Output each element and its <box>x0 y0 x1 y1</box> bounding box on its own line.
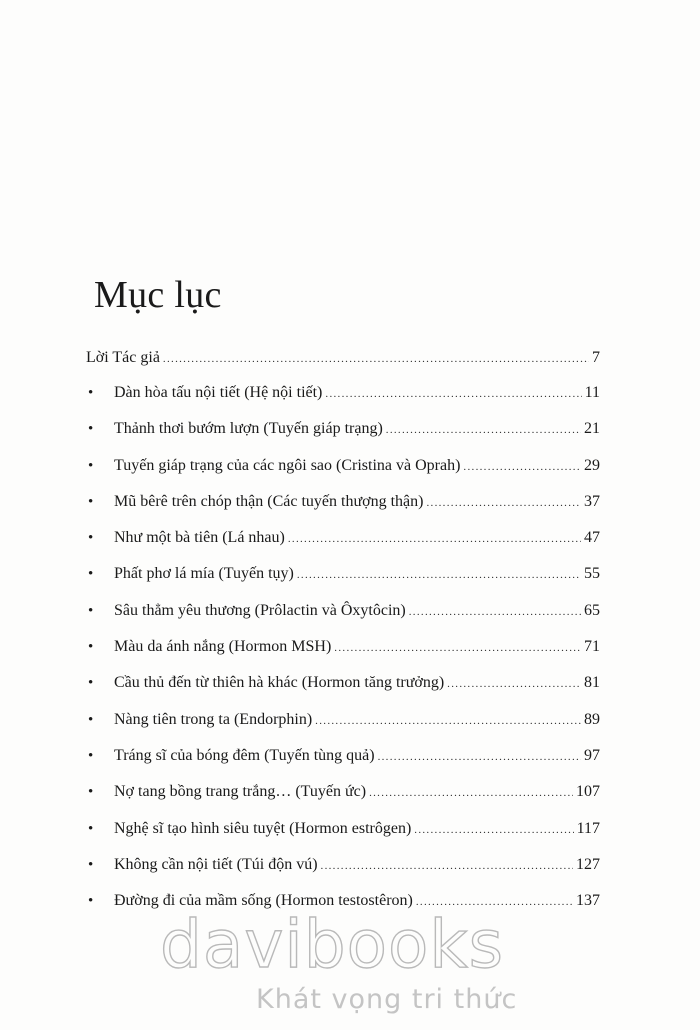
toc-entry[interactable] <box>86 384 600 420</box>
leader-dots <box>297 569 581 581</box>
bullet-icon: • <box>88 493 94 510</box>
toc-entry-page: 37 <box>584 492 600 510</box>
leader-dots <box>325 388 581 400</box>
bullet-icon: • <box>88 820 94 837</box>
page-title: Mục lục <box>94 274 222 317</box>
toc-entry[interactable] <box>86 529 600 565</box>
bullet-icon: • <box>88 566 94 583</box>
toc-entry-title: Phất phơ lá mía (Tuyến tụy) <box>114 565 294 583</box>
watermark-tagline: Khát vọng tri thức <box>256 984 518 1015</box>
toc-entry-page: 137 <box>576 892 600 910</box>
leader-dots <box>386 424 581 436</box>
toc-entry[interactable] <box>86 783 600 819</box>
bullet-icon: • <box>88 639 94 656</box>
watermark-logo: davibooks <box>160 906 504 983</box>
leader-dots <box>463 461 581 473</box>
toc-entry-page: 65 <box>584 601 600 619</box>
toc-entry-page: 81 <box>584 674 600 692</box>
bullet-icon: • <box>88 457 94 474</box>
toc-entry[interactable] <box>86 820 600 856</box>
toc-entry-title: Nợ tang bồng trang trắng… (Tuyến ức) <box>114 783 367 801</box>
toc-entry-title: Tuyến giáp trạng của các ngôi sao (Cristina và Oprah) <box>114 456 461 474</box>
toc-entry-page: 71 <box>584 638 600 656</box>
toc-entry-title: Lời Tác giả <box>86 349 160 366</box>
toc-entry-page: 47 <box>584 529 600 547</box>
toc-entry[interactable] <box>86 638 600 674</box>
toc-entry-page: 117 <box>576 819 600 837</box>
toc-entry-title: Không cần nội tiết (Túi độn vú) <box>114 855 318 873</box>
toc-entry[interactable] <box>86 674 600 710</box>
leader-dots <box>369 787 573 799</box>
toc-entry-title: Nàng tiên trong ta (Endorphin) <box>114 710 313 728</box>
toc-entry-title: Đường đi của mầm sống (Hormon testostêron) <box>114 892 413 910</box>
toc-entry-preface[interactable] <box>86 349 600 384</box>
toc-entry-page: 55 <box>584 565 600 583</box>
bullet-icon: • <box>88 421 94 438</box>
toc-entry-title: Thảnh thơi bướm lượn (Tuyến giáp trạng) <box>114 420 383 438</box>
toc-entry-title: Mũ bêrê trên chóp thận (Các tuyến thượng thận) <box>114 492 424 510</box>
toc-entry-page: 127 <box>576 855 600 873</box>
toc-entry-page: 29 <box>584 456 600 474</box>
bullet-icon: • <box>88 675 94 692</box>
toc-entry-title: Nghệ sĩ tạo hình siêu tuyệt (Hormon estrôgen) <box>114 819 412 837</box>
leader-dots <box>334 642 581 654</box>
toc-entry-title: Cầu thủ đến từ thiên hà khác (Hormon tăng trưởng) <box>114 674 445 692</box>
toc-entry[interactable] <box>86 420 600 456</box>
leader-dots <box>163 353 589 365</box>
bullet-icon: • <box>88 385 94 401</box>
toc-entry[interactable] <box>86 457 600 493</box>
leader-dots <box>315 715 581 727</box>
bullet-icon: • <box>88 893 94 910</box>
toc-entry-page: 11 <box>584 384 600 401</box>
bullet-icon: • <box>88 747 94 764</box>
toc-entry[interactable] <box>86 602 600 638</box>
toc-entry-title: Dàn hòa tấu nội tiết (Hệ nội tiết) <box>114 384 323 401</box>
leader-dots <box>447 678 581 690</box>
bullet-icon: • <box>88 784 94 801</box>
toc-entry[interactable] <box>86 747 600 783</box>
table-of-contents <box>86 349 600 928</box>
leader-dots <box>288 533 581 545</box>
bullet-icon: • <box>88 856 94 873</box>
toc-entry-title: Tráng sĩ của bóng đêm (Tuyến tùng quả) <box>114 746 375 764</box>
toc-entry[interactable] <box>86 565 600 601</box>
toc-entry-title: Như một bà tiên (Lá nhau) <box>114 529 285 547</box>
toc-entry-page: 21 <box>584 420 600 438</box>
toc-entry[interactable] <box>86 493 600 529</box>
leader-dots <box>321 860 573 872</box>
leader-dots <box>378 751 581 763</box>
toc-entry-page: 97 <box>584 746 600 764</box>
bullet-icon: • <box>88 530 94 547</box>
toc-entry-page: 7 <box>592 349 600 366</box>
toc-entry-page: 107 <box>576 783 600 801</box>
bullet-icon: • <box>88 602 94 619</box>
toc-entry-list <box>86 384 600 928</box>
bullet-icon: • <box>88 711 94 728</box>
toc-entry[interactable] <box>86 856 600 892</box>
leader-dots <box>414 824 573 836</box>
toc-entry-title: Màu da ánh nắng (Hormon MSH) <box>114 638 332 656</box>
toc-entry[interactable] <box>86 711 600 747</box>
toc-entry-title: Sâu thẳm yêu thương (Prôlactin và Ôxytôcin) <box>114 601 406 619</box>
leader-dots <box>409 606 581 618</box>
leader-dots <box>426 497 581 509</box>
toc-entry-page: 89 <box>584 710 600 728</box>
